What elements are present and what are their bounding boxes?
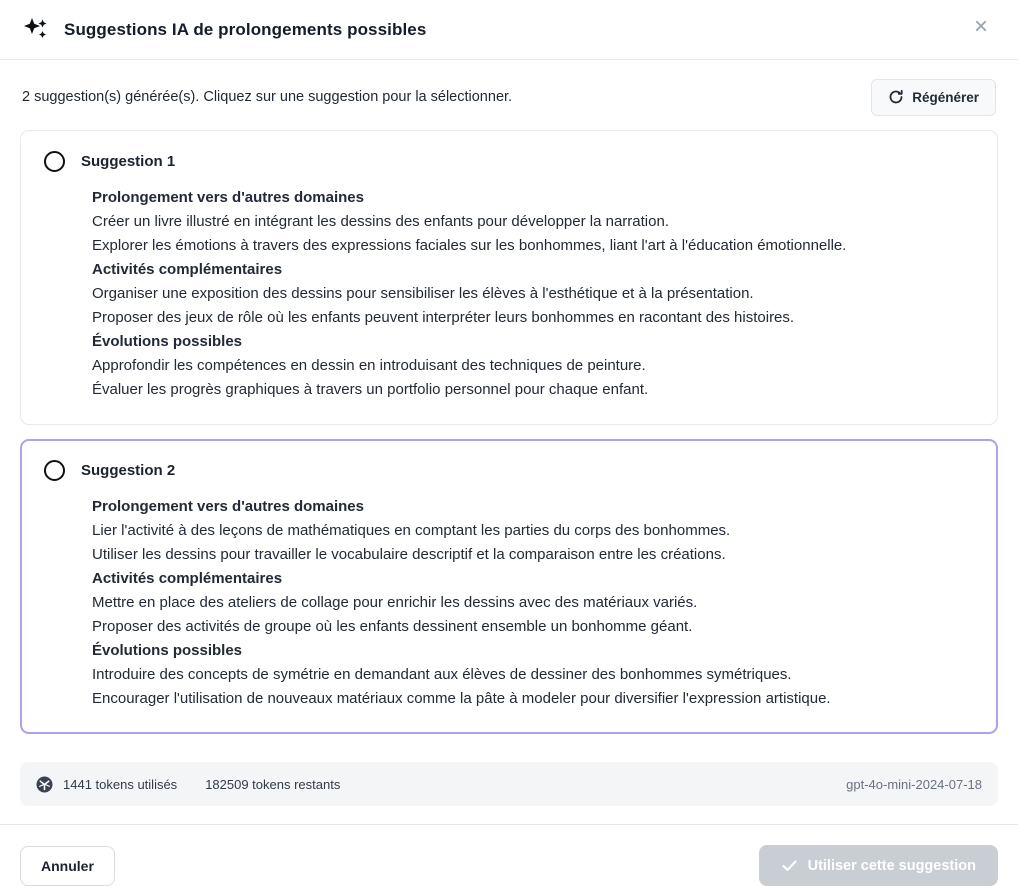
section-line: Encourager l'utilisation de nouveaux matériaux comme la pâte à modeler pour diversifier l'expression artistique.: [92, 690, 831, 707]
suggestion-card-2[interactable]: [20, 439, 998, 734]
info-row: [0, 78, 1018, 116]
suggestion-label: Suggestion 1: [81, 153, 176, 170]
section-line: Organiser une exposition des dessins pour sensibiliser les élèves à l'esthétique et à la présentation.: [92, 285, 754, 302]
refresh-icon: [888, 89, 904, 105]
check-icon: [781, 857, 798, 874]
tokens-used-text: 1441 tokens utilisés: [63, 776, 178, 792]
model-name-text: gpt-4o-mini-2024-07-18: [846, 776, 982, 792]
suggestions-list: [0, 130, 1018, 734]
suggestion-body: [43, 495, 975, 711]
section-line: Utiliser les dessins pour travailler le vocabulaire descriptif et la comparaison entre les créations.: [92, 546, 726, 563]
radio-button[interactable]: [44, 151, 65, 172]
suggestion-label: Suggestion 2: [81, 462, 176, 479]
section-line: Proposer des jeux de rôle où les enfants peuvent interpréter leurs bonhommes en racontant des histoires.: [92, 309, 795, 326]
section-line: Explorer les émotions à travers des expressions faciales sur les bonhommes, liant l'art à l'éducation émotionnelle.: [92, 237, 847, 254]
tokens-remaining-text: 182509 tokens restants: [205, 776, 341, 792]
section-line: Introduire des concepts de symétrie en demandant aux élèves de dessiner des bonhommes symétriques.: [92, 666, 792, 683]
section-line: Approfondir les compétences en dessin en introduisant des techniques de peinture.: [92, 357, 646, 374]
suggestion-body: [43, 186, 975, 402]
section-heading: Prolongement vers d'autres domaines: [92, 189, 364, 206]
section-line: Proposer des activités de groupe où les enfants dessinent ensemble un bonhomme géant.: [92, 618, 693, 635]
use-suggestion-button[interactable]: [759, 845, 998, 886]
footer-actions: [0, 825, 1018, 886]
regenerate-label: Régénérer: [912, 89, 979, 105]
section-line: Créer un livre illustré en intégrant les dessins des enfants pour développer la narration.: [92, 213, 669, 230]
use-suggestion-label: Utiliser cette suggestion: [807, 857, 976, 874]
radio-button[interactable]: [44, 460, 65, 481]
suggestions-count-text: 2 suggestion(s) générée(s). Cliquez sur une suggestion pour la sélectionner.: [22, 89, 513, 105]
page-title: Suggestions IA de prolongements possibles: [64, 19, 427, 39]
regenerate-button[interactable]: [871, 79, 996, 116]
section-line: Mettre en place des ateliers de collage pour enrichir les dessins avec des matériaux variés.: [92, 594, 698, 611]
section-line: Évaluer les progrès graphiques à travers un portfolio personnel pour chaque enfant.: [92, 381, 649, 398]
section-heading: Évolutions possibles: [92, 642, 243, 659]
section-heading: Prolongement vers d'autres domaines: [92, 498, 364, 515]
section-heading: Activités complémentaires: [92, 261, 283, 278]
token-usage-bar: [20, 762, 998, 806]
section-heading: Évolutions possibles: [92, 333, 243, 350]
cancel-button[interactable]: Annuler: [20, 846, 115, 886]
suggestion-header: [43, 151, 975, 172]
dialog-header: [0, 0, 1018, 60]
section-heading: Activités complémentaires: [92, 570, 283, 587]
close-icon[interactable]: ×: [968, 14, 994, 40]
token-icon: [36, 776, 53, 793]
sparkles-icon: [22, 15, 52, 45]
suggestion-card-1[interactable]: [20, 130, 998, 425]
section-line: Lier l'activité à des leçons de mathématiques en comptant les parties du corps des bonhommes.: [92, 522, 731, 539]
suggestion-header: [43, 460, 975, 481]
